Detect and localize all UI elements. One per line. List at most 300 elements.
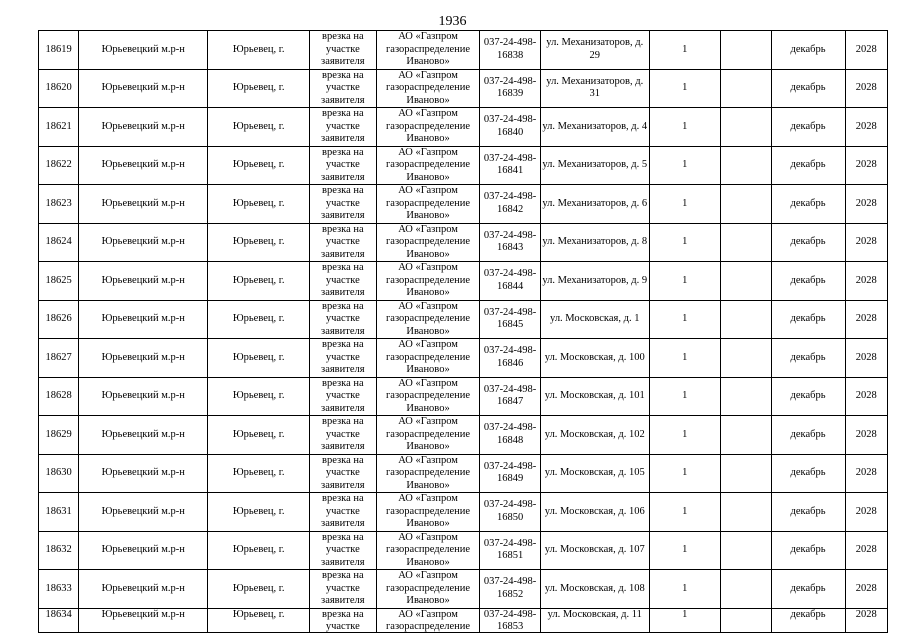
district-text: Юрьевецкий м.р-н xyxy=(101,390,185,401)
connection-type-text: врезка на участке заявителя xyxy=(321,262,365,298)
table-row xyxy=(39,185,888,224)
row-number-cell xyxy=(39,300,79,339)
code-cell xyxy=(480,223,540,262)
organization-text: АО «Газпром газораспределение Иваново» xyxy=(386,223,471,260)
code-cell xyxy=(480,416,540,455)
district-text: Юрьевецкий м.р-н xyxy=(101,120,185,132)
code-text: 037-24-498-16843 xyxy=(483,229,537,254)
address-cell xyxy=(540,146,649,185)
blank-cell xyxy=(720,108,771,147)
quantity-text: 1 xyxy=(682,313,688,324)
locality-text: Юрьевец, г. xyxy=(232,390,285,401)
month-text: декабрь xyxy=(790,582,826,594)
blank-cell xyxy=(720,454,771,493)
connection-type-text: врезка на участке заявителя xyxy=(321,531,365,568)
locality-cell xyxy=(208,608,310,632)
quantity-cell xyxy=(649,185,720,224)
table-row xyxy=(39,608,888,632)
year-text: 2028 xyxy=(855,505,877,517)
connection-type-cell xyxy=(309,185,376,224)
organization-cell xyxy=(376,493,480,532)
code-cell xyxy=(480,31,540,70)
district-text: Юрьевецкий м.р-н xyxy=(101,467,185,478)
quantity-text: 1 xyxy=(682,608,688,620)
organization-text: АО «Газпром газораспределение Иваново» xyxy=(386,531,471,568)
locality-cell xyxy=(208,416,310,455)
row-number-text: 18622 xyxy=(45,159,72,170)
locality-text: Юрьевец, г. xyxy=(232,582,285,594)
locality-text: Юрьевец, г. xyxy=(232,197,285,209)
blank-cell xyxy=(720,339,771,378)
organization-cell xyxy=(376,531,480,570)
code-cell xyxy=(480,185,540,224)
quantity-cell xyxy=(649,31,720,70)
table-row xyxy=(39,570,888,609)
quantity-cell xyxy=(649,339,720,378)
code-cell xyxy=(480,69,540,108)
quantity-text: 1 xyxy=(682,582,688,594)
table-row xyxy=(39,262,888,301)
month-text: декабрь xyxy=(790,390,826,401)
organization-text: АО «Газпром газораспределение Иваново» xyxy=(386,339,471,375)
locality-text: Юрьевец, г. xyxy=(232,274,285,286)
year-text: 2028 xyxy=(855,159,877,170)
locality-text: Юрьевец, г. xyxy=(232,351,285,363)
locality-cell xyxy=(208,493,310,532)
month-cell xyxy=(771,454,845,493)
locality-text: Юрьевец, г. xyxy=(232,467,285,478)
row-number-text: 18632 xyxy=(45,544,72,555)
organization-text: АО «Газпром газораспределение Иваново» xyxy=(386,146,471,183)
year-text: 2028 xyxy=(855,313,877,324)
table-row xyxy=(39,416,888,455)
code-text: 037-24-498-16842 xyxy=(483,191,537,215)
district-cell xyxy=(79,570,208,609)
code-cell xyxy=(480,339,540,378)
year-cell xyxy=(845,454,887,493)
connection-type-text: врезка на участке заявителя xyxy=(321,377,365,414)
connection-type-cell xyxy=(309,531,376,570)
code-text: 037-24-498-16840 xyxy=(483,114,537,138)
district-text: Юрьевецкий м.р-н xyxy=(101,313,185,324)
row-number-text: 18623 xyxy=(45,197,72,209)
code-text: 037-24-498-16851 xyxy=(483,537,537,562)
connection-type-text: врезка на участке заявителя xyxy=(321,69,365,106)
row-number-cell xyxy=(39,108,79,147)
year-text: 2028 xyxy=(855,120,877,132)
district-cell xyxy=(79,31,208,70)
blank-cell xyxy=(720,69,771,108)
district-text: Юрьевецкий м.р-н xyxy=(101,351,185,363)
address-cell xyxy=(540,69,649,108)
year-text: 2028 xyxy=(855,428,877,440)
blank-cell xyxy=(720,223,771,262)
month-text: декабрь xyxy=(790,428,826,440)
month-cell xyxy=(771,108,845,147)
quantity-cell xyxy=(649,570,720,609)
table-row xyxy=(39,146,888,185)
locality-cell xyxy=(208,531,310,570)
locality-text: Юрьевец, г. xyxy=(232,43,285,55)
district-text: Юрьевецкий м.р-н xyxy=(101,197,185,209)
quantity-cell xyxy=(649,454,720,493)
month-cell xyxy=(771,493,845,532)
month-text: декабрь xyxy=(790,351,826,363)
organization-cell xyxy=(376,108,480,147)
address-text: ул. Механизаторов, д. 8 xyxy=(542,236,648,247)
connection-type-text: врезка на участке заявителя xyxy=(321,454,365,491)
district-cell xyxy=(79,262,208,301)
blank-cell xyxy=(720,185,771,224)
connection-type-cell xyxy=(309,300,376,339)
row-number-text: 18625 xyxy=(45,274,72,286)
locality-cell xyxy=(208,185,310,224)
year-text: 2028 xyxy=(855,351,877,363)
year-cell xyxy=(845,185,887,224)
locality-cell xyxy=(208,570,310,609)
code-cell xyxy=(480,608,540,632)
district-cell xyxy=(79,416,208,455)
blank-cell xyxy=(720,570,771,609)
address-cell xyxy=(540,108,649,147)
row-number-cell xyxy=(39,608,79,632)
year-cell xyxy=(845,108,887,147)
connection-type-cell xyxy=(309,493,376,532)
row-number-cell xyxy=(39,416,79,455)
district-text: Юрьевецкий м.р-н xyxy=(101,428,185,440)
organization-cell xyxy=(376,300,480,339)
year-cell xyxy=(845,146,887,185)
organization-text: АО «Газпром газораспределение Иваново» xyxy=(386,185,471,221)
connection-type-text: врезка на участке заявителя xyxy=(321,31,365,67)
table-row xyxy=(39,377,888,416)
district-cell xyxy=(79,339,208,378)
quantity-cell xyxy=(649,108,720,147)
address-cell xyxy=(540,531,649,570)
connection-type-text: врезка на участке заявителя xyxy=(321,185,365,221)
district-text: Юрьевецкий м.р-н xyxy=(101,236,185,247)
organization-cell xyxy=(376,262,480,301)
code-text: 037-24-498-16852 xyxy=(483,576,537,600)
row-number-cell xyxy=(39,69,79,108)
quantity-cell xyxy=(649,300,720,339)
year-cell xyxy=(845,300,887,339)
district-text: Юрьевецкий м.р-н xyxy=(101,505,185,517)
month-text: декабрь xyxy=(790,159,826,170)
quantity-text: 1 xyxy=(682,43,688,55)
row-number-cell xyxy=(39,223,79,262)
address-text: ул. Московская, д. 102 xyxy=(544,428,645,440)
address-cell xyxy=(540,416,649,455)
locality-text: Юрьевец, г. xyxy=(232,120,285,132)
district-cell xyxy=(79,108,208,147)
table-body xyxy=(39,31,888,633)
quantity-text: 1 xyxy=(682,236,688,247)
row-number-text: 18621 xyxy=(45,120,72,132)
month-text: декабрь xyxy=(790,82,826,93)
year-text: 2028 xyxy=(855,236,877,247)
locality-cell xyxy=(208,262,310,301)
locality-cell xyxy=(208,146,310,185)
month-cell xyxy=(771,416,845,455)
blank-cell xyxy=(720,531,771,570)
address-cell xyxy=(540,31,649,70)
blank-cell xyxy=(720,377,771,416)
organization-cell xyxy=(376,146,480,185)
connection-type-cell xyxy=(309,31,376,70)
locality-text: Юрьевец, г. xyxy=(232,236,285,247)
code-text: 037-24-498-16844 xyxy=(483,268,537,292)
organization-text: АО «Газпром газораспределение Иваново» xyxy=(386,108,471,144)
table-row xyxy=(39,493,888,532)
locality-text: Юрьевец, г. xyxy=(232,544,285,555)
connection-type-text: врезка на участке заявителя xyxy=(321,146,365,183)
connection-type-cell xyxy=(309,377,376,416)
month-cell xyxy=(771,608,845,632)
organization-text: АО «Газпром газораспределение Иваново» xyxy=(386,416,471,452)
code-text: 037-24-498-16838 xyxy=(483,37,537,61)
connection-type-text: врезка на участке заявителя xyxy=(321,493,365,529)
quantity-text: 1 xyxy=(682,351,688,363)
address-text: ул. Механизаторов, д. 6 xyxy=(542,197,648,209)
year-cell xyxy=(845,531,887,570)
quantity-cell xyxy=(649,416,720,455)
connection-type-cell xyxy=(309,454,376,493)
year-text: 2028 xyxy=(855,582,877,594)
table-row xyxy=(39,69,888,108)
organization-text: АО «Газпром газораспределение Иваново» xyxy=(386,377,471,414)
row-number-text: 18627 xyxy=(45,351,72,363)
row-number-cell xyxy=(39,531,79,570)
table-row xyxy=(39,223,888,262)
year-text: 2028 xyxy=(855,82,877,93)
code-cell xyxy=(480,108,540,147)
district-text: Юрьевецкий м.р-н xyxy=(101,159,185,170)
quantity-text: 1 xyxy=(682,159,688,170)
blank-cell xyxy=(720,262,771,301)
locality-cell xyxy=(208,300,310,339)
month-text: декабрь xyxy=(790,274,826,286)
address-text: ул. Московская, д. 11 xyxy=(547,608,642,620)
row-number-cell xyxy=(39,454,79,493)
locality-text: Юрьевец, г. xyxy=(232,505,285,517)
district-cell xyxy=(79,531,208,570)
month-cell xyxy=(771,146,845,185)
organization-cell xyxy=(376,608,480,632)
year-text: 2028 xyxy=(855,390,877,401)
code-cell xyxy=(480,454,540,493)
code-cell xyxy=(480,531,540,570)
locality-cell xyxy=(208,31,310,70)
district-cell xyxy=(79,493,208,532)
month-text: декабрь xyxy=(790,236,826,247)
address-text: ул. Механизаторов, д. 5 xyxy=(542,159,648,170)
address-text: ул. Московская, д. 101 xyxy=(544,390,645,401)
district-cell xyxy=(79,377,208,416)
connection-type-cell xyxy=(309,339,376,378)
table-row xyxy=(39,531,888,570)
connection-type-cell xyxy=(309,108,376,147)
organization-cell xyxy=(376,69,480,108)
district-cell xyxy=(79,146,208,185)
month-text: декабрь xyxy=(790,313,826,324)
district-text: Юрьевецкий м.р-н xyxy=(101,608,185,620)
table-row xyxy=(39,339,888,378)
district-text: Юрьевецкий м.р-н xyxy=(101,544,185,555)
year-text: 2028 xyxy=(855,197,877,209)
month-text: декабрь xyxy=(790,43,826,55)
locality-cell xyxy=(208,454,310,493)
address-cell xyxy=(540,262,649,301)
code-text: 037-24-498-16850 xyxy=(483,499,537,523)
row-number-text: 18628 xyxy=(45,390,72,401)
quantity-cell xyxy=(649,262,720,301)
address-text: ул. Механизаторов, д. 9 xyxy=(542,274,648,286)
district-cell xyxy=(79,185,208,224)
year-cell xyxy=(845,608,887,632)
quantity-text: 1 xyxy=(682,274,688,286)
locality-cell xyxy=(208,223,310,262)
address-cell xyxy=(540,493,649,532)
connection-type-cell xyxy=(309,69,376,108)
year-text: 2028 xyxy=(855,274,877,286)
month-cell xyxy=(771,300,845,339)
row-number-cell xyxy=(39,262,79,301)
year-cell xyxy=(845,31,887,70)
connection-type-text: врезка на участке заявителя xyxy=(321,300,365,337)
address-cell xyxy=(540,570,649,609)
year-text: 2028 xyxy=(855,467,877,478)
row-number-text: 18633 xyxy=(45,582,72,594)
row-number-text: 18634 xyxy=(45,608,72,620)
organization-cell xyxy=(376,416,480,455)
district-text: Юрьевецкий м.р-н xyxy=(101,43,185,55)
year-cell xyxy=(845,262,887,301)
table-row xyxy=(39,454,888,493)
locality-text: Юрьевец, г. xyxy=(232,428,285,440)
quantity-cell xyxy=(649,377,720,416)
row-number-text: 18620 xyxy=(45,82,72,93)
code-text: 037-24-498-16849 xyxy=(483,460,537,485)
organization-text: АО «Газпром газораспределение Иваново» xyxy=(386,570,471,606)
code-text: 037-24-498-16845 xyxy=(483,306,537,331)
locality-text: Юрьевец, г. xyxy=(232,313,285,324)
quantity-text: 1 xyxy=(682,467,688,478)
month-text: декабрь xyxy=(790,197,826,209)
address-cell xyxy=(540,608,649,632)
code-text: 037-24-498-16839 xyxy=(483,75,537,100)
organization-text: АО «Газпром газораспределение xyxy=(386,608,471,632)
quantity-text: 1 xyxy=(682,505,688,517)
district-text: Юрьевецкий м.р-н xyxy=(101,582,185,594)
registry-table xyxy=(38,30,888,633)
code-cell xyxy=(480,377,540,416)
blank-cell xyxy=(720,416,771,455)
row-number-text: 18624 xyxy=(45,236,72,247)
row-number-text: 18626 xyxy=(45,313,72,324)
organization-cell xyxy=(376,223,480,262)
locality-text: Юрьевец, г. xyxy=(232,82,285,93)
year-cell xyxy=(845,377,887,416)
district-text: Юрьевецкий м.р-н xyxy=(101,82,185,93)
code-text: 037-24-498-16853 xyxy=(483,608,537,632)
organization-cell xyxy=(376,570,480,609)
row-number-cell xyxy=(39,493,79,532)
connection-type-text: врезка на участке заявителя xyxy=(321,570,365,606)
locality-cell xyxy=(208,339,310,378)
connection-type-text: врезка на участке заявителя xyxy=(321,223,365,260)
organization-cell xyxy=(376,339,480,378)
month-text: декабрь xyxy=(790,120,826,132)
connection-type-text: врезка на участке заявителя xyxy=(321,416,365,452)
month-cell xyxy=(771,185,845,224)
locality-cell xyxy=(208,377,310,416)
organization-cell xyxy=(376,185,480,224)
address-text: ул. Московская, д. 107 xyxy=(544,544,645,555)
district-cell xyxy=(79,300,208,339)
month-text: декабрь xyxy=(790,467,826,478)
quantity-cell xyxy=(649,493,720,532)
connection-type-cell xyxy=(309,262,376,301)
locality-text: Юрьевец, г. xyxy=(232,608,285,620)
table-row xyxy=(39,31,888,70)
code-text: 037-24-498-16846 xyxy=(483,345,537,369)
organization-text: АО «Газпром газораспределение Иваново» xyxy=(386,493,471,529)
month-cell xyxy=(771,339,845,378)
blank-cell xyxy=(720,608,771,632)
code-cell xyxy=(480,493,540,532)
connection-type-text: врезка на участке заявителя xyxy=(321,339,365,375)
page-number: 1936 xyxy=(438,14,467,29)
year-text: 2028 xyxy=(855,43,877,55)
quantity-text: 1 xyxy=(682,197,688,209)
quantity-text: 1 xyxy=(682,120,688,132)
row-number-cell xyxy=(39,339,79,378)
district-cell xyxy=(79,608,208,632)
row-number-cell xyxy=(39,31,79,70)
year-cell xyxy=(845,223,887,262)
address-cell xyxy=(540,339,649,378)
month-cell xyxy=(771,377,845,416)
connection-type-cell xyxy=(309,146,376,185)
blank-cell xyxy=(720,300,771,339)
year-cell xyxy=(845,570,887,609)
year-text: 2028 xyxy=(855,608,877,620)
month-cell xyxy=(771,531,845,570)
code-cell xyxy=(480,262,540,301)
quantity-cell xyxy=(649,146,720,185)
address-cell xyxy=(540,300,649,339)
code-cell xyxy=(480,570,540,609)
month-cell xyxy=(771,31,845,70)
address-text: ул. Механизаторов, д. 29 xyxy=(546,37,644,61)
code-text: 037-24-498-16848 xyxy=(483,422,537,446)
connection-type-cell xyxy=(309,570,376,609)
organization-text: АО «Газпром газораспределение Иваново» xyxy=(386,31,471,67)
blank-cell xyxy=(720,493,771,532)
month-cell xyxy=(771,223,845,262)
year-cell xyxy=(845,339,887,378)
address-cell xyxy=(540,377,649,416)
organization-cell xyxy=(376,454,480,493)
address-text: ул. Механизаторов, д. 4 xyxy=(542,120,648,132)
connection-type-text: врезка на участке xyxy=(322,608,364,632)
code-cell xyxy=(480,300,540,339)
district-cell xyxy=(79,223,208,262)
year-cell xyxy=(845,69,887,108)
connection-type-cell xyxy=(309,608,376,632)
year-cell xyxy=(845,493,887,532)
